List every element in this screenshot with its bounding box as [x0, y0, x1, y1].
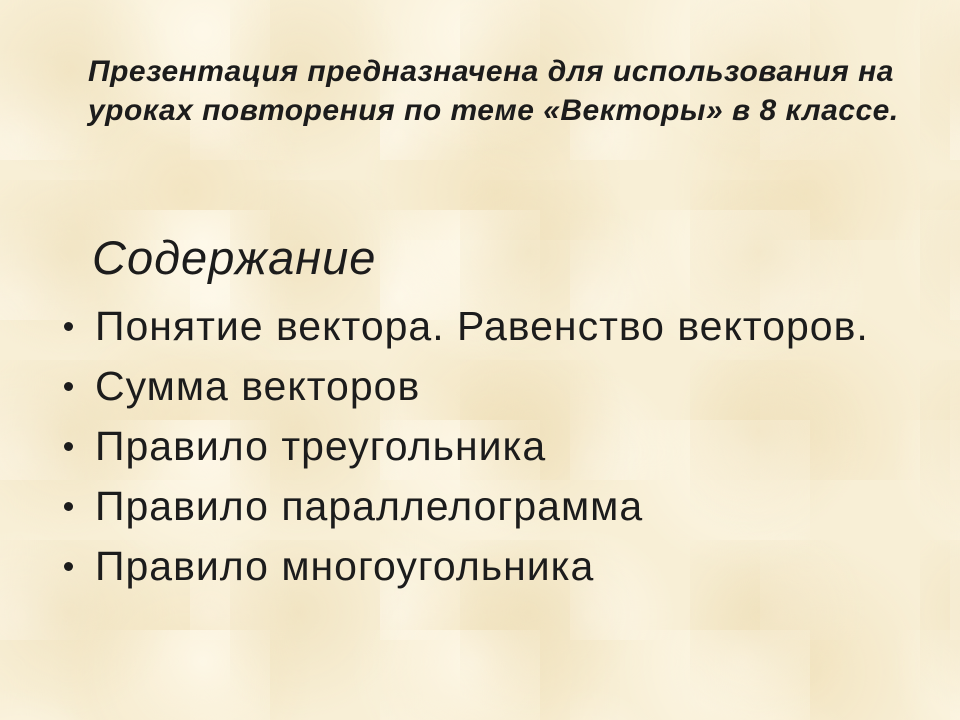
intro-text — [88, 52, 899, 130]
bullet-icon — [64, 562, 73, 571]
intro-line-2: уроках повторения по теме «Векторы» в 8 классе. — [88, 94, 899, 127]
list-item-label: Правило многоугольника — [95, 543, 595, 589]
list-item — [60, 536, 869, 596]
list-item-label: Сумма векторов — [95, 363, 421, 409]
list-item — [60, 296, 869, 356]
bullet-icon — [64, 322, 73, 331]
contents-list — [60, 296, 869, 596]
list-item — [60, 356, 869, 416]
list-item-label: Правило параллелограмма — [95, 483, 644, 529]
intro-line-1: Презентация предназначена для использования на — [88, 55, 894, 88]
contents-heading: Содержание — [92, 231, 377, 284]
list-item — [60, 476, 869, 536]
list-item — [60, 416, 869, 476]
list-item-label: Правило треугольника — [95, 423, 547, 469]
bullet-icon — [64, 382, 73, 391]
list-item-label: Понятие вектора. Равенство векторов. — [95, 303, 869, 349]
bullet-icon — [64, 442, 73, 451]
bullet-icon — [64, 502, 73, 511]
